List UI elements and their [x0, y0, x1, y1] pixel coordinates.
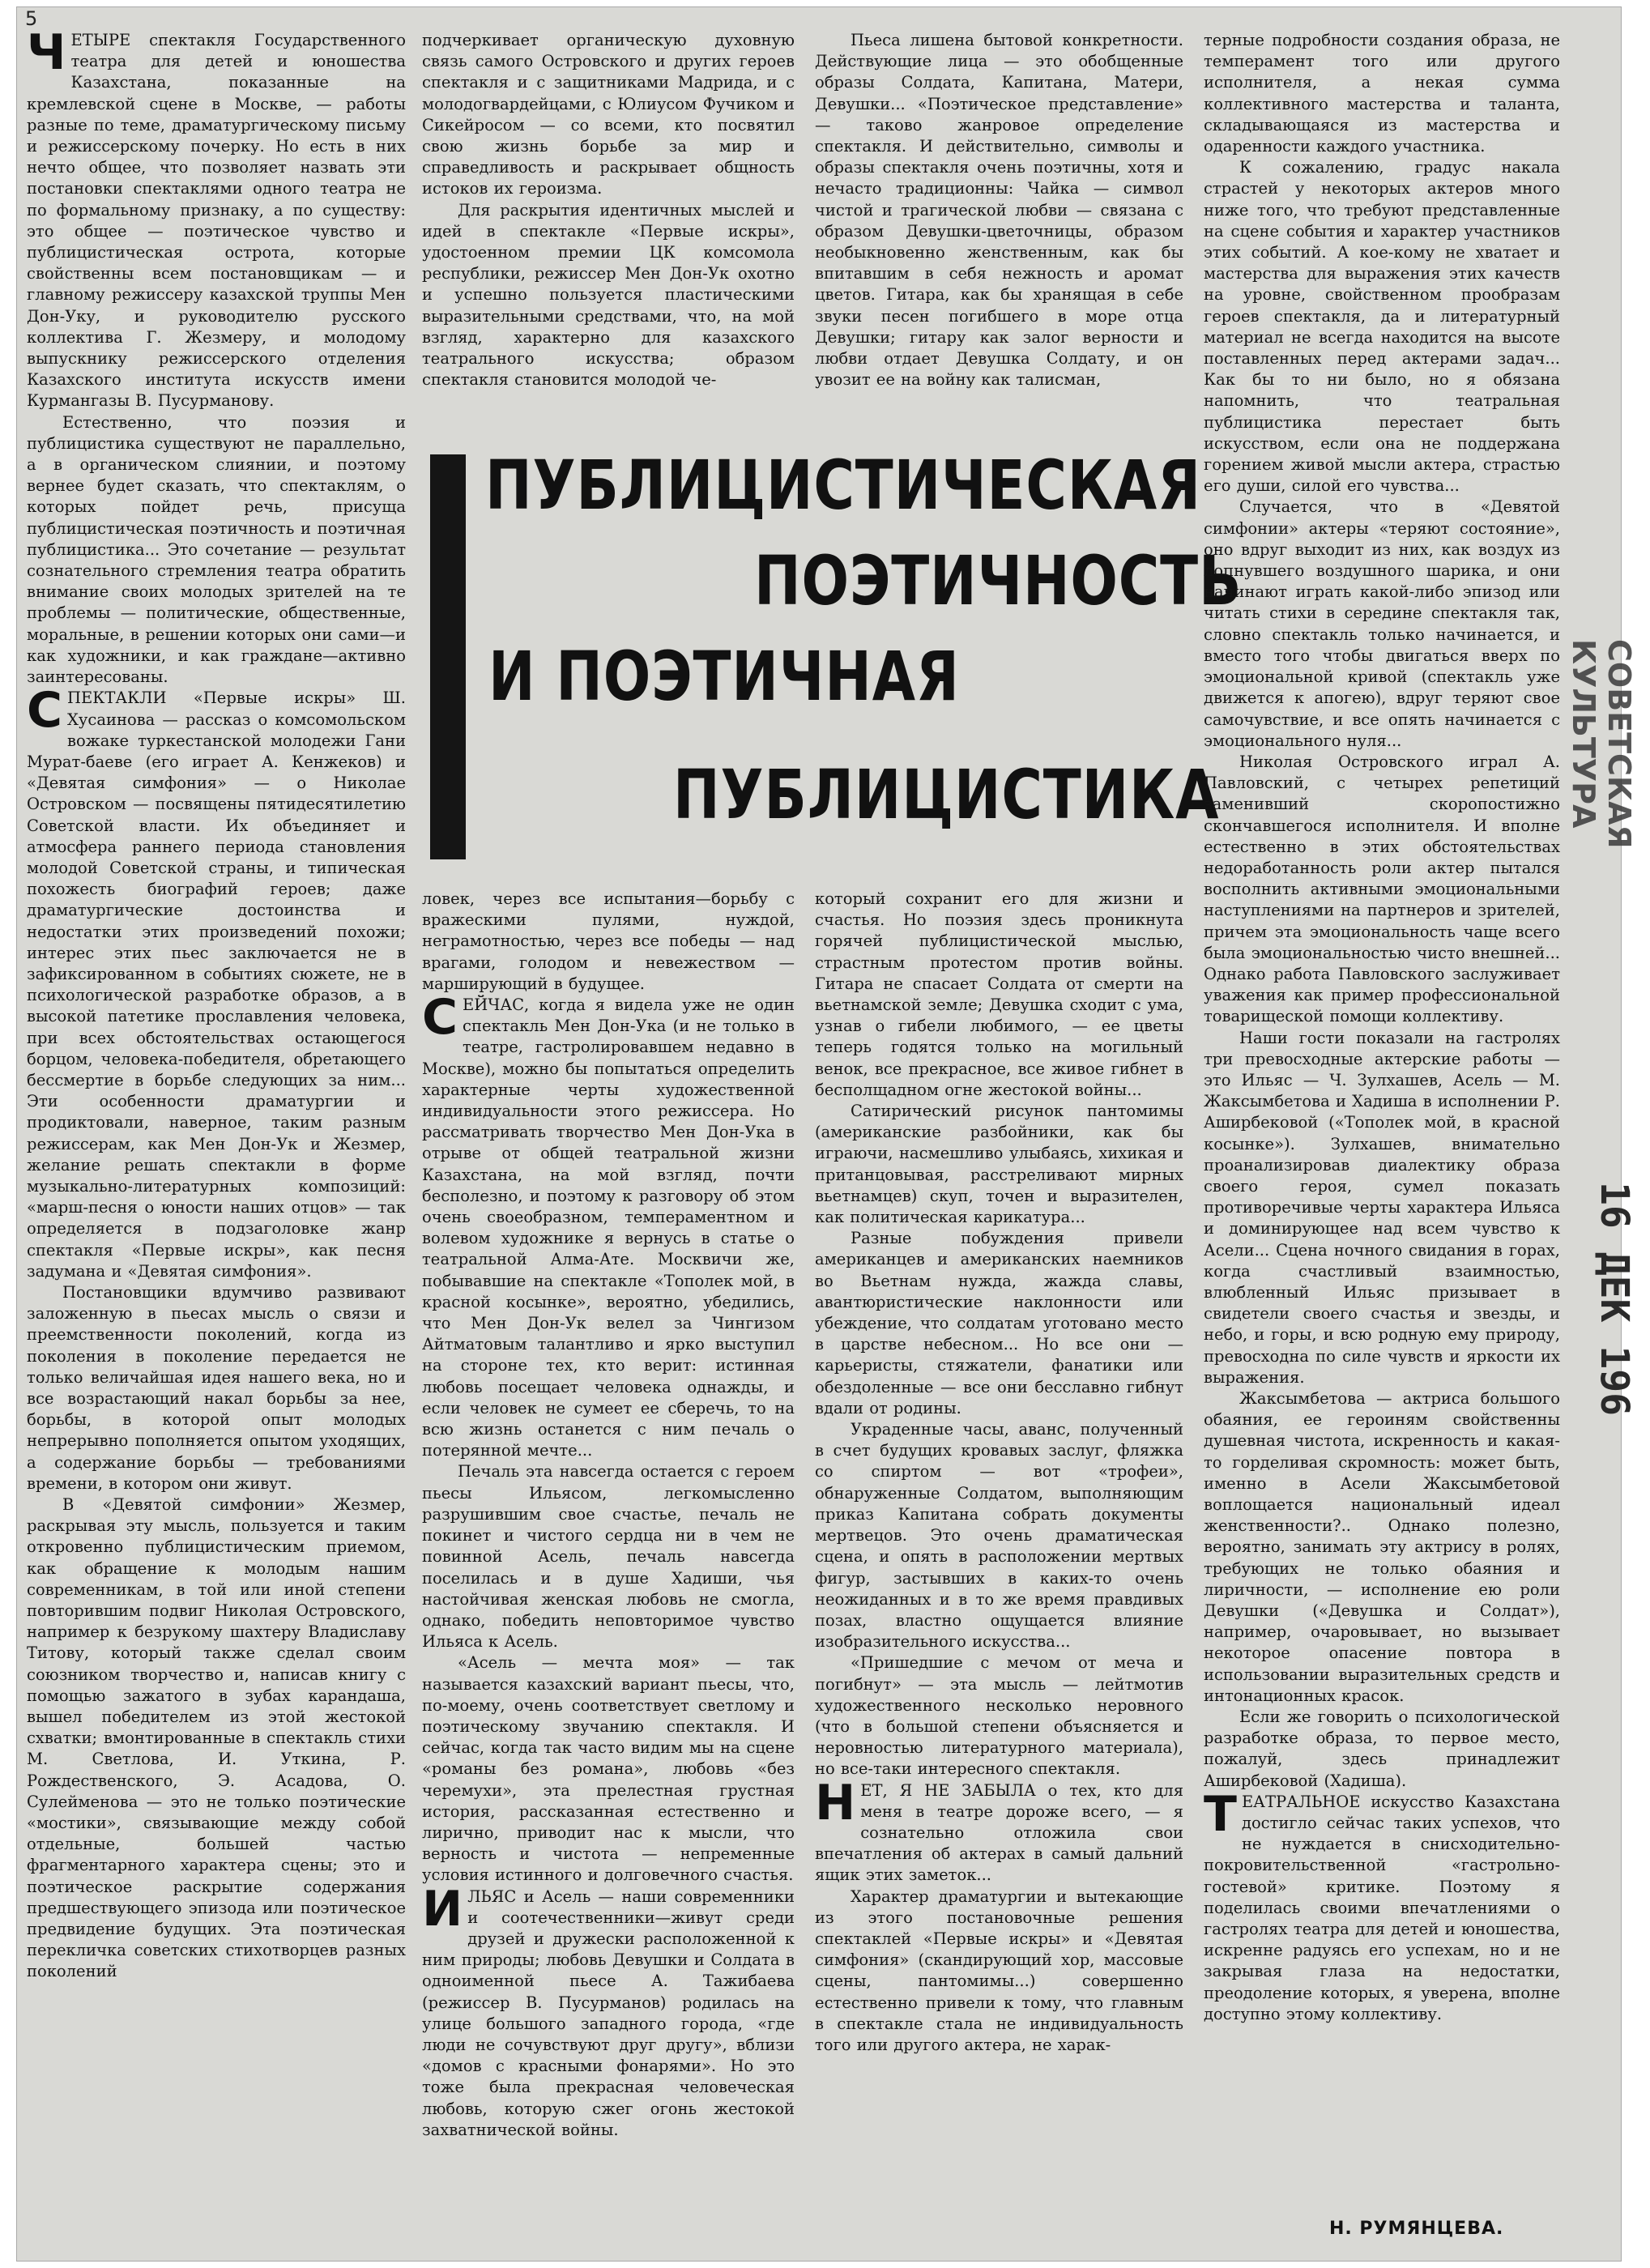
- paragraph-text: ЛЬЯС и Асель — наши современники и соотечественники—живут среди друзей и дружески расположенной к ним природы; любовь Девушки и Солдата в одноименной пьесе А. Тажибаева (режиссер В. Пусурманов) родилась на улице большого западного города, «где люди не сочувствуют друг другу», вблизи «домов с красными фонарями». Но это тоже была прекрасная человеческая любовь, которую сжег огонь жестокой захватнической войны.: [422, 1886, 795, 2139]
- paragraph: [1204, 497, 1560, 751]
- paragraph: [815, 1101, 1183, 1228]
- paragraph-text: Естественно, что поэзия и публицистика существуют не параллельно, а в органическом слиянии, и поэтому вернее будет сказать, что спектаклям, о которых пойдет речь, присуща публицистическая поэтичность и поэтичная публицистика... Это сочетание — результат сознательного стремления театра обратить внимание своих молодых зрителей на те проблемы — политические, общественные, моральные, в решении которых они сами—и как художники, и как граждане—активно заинтересованы.: [27, 412, 406, 687]
- paragraph-text: Если же говорить о психологической разработке образа, то первое место, пожалуй, здесь принадлежит Аширбековой (Хадиша).: [1204, 1707, 1560, 1790]
- paragraph: [422, 1880, 795, 2141]
- paragraph: [1204, 157, 1560, 497]
- paragraph-text: ПЕКТАКЛИ «Первые искры» Ш. Хусаинова — рассказ о комсомольском вожаке туркестанской молодежи Гани Мурат-баеве (его играет А. Кенжеков) и «Девятая симфония» — о Николае Островском — посвящены пятидесятилетию Советской власти. Их объединяет и атмосфера раннего периода становления молодой Советской страны, и типическая похожесть биографий героев; даже драматургические достоинства и недостатки этих произведений похожи; интерес этих пьес заключается не в зафиксированном в событиях сюжете, не в психологической разработке образов, а в высокой патетике прославления человека, при всех обстоятельствах остающегося борцом, человека-победителя, обретающего бессмертие в борьбе следующих за ним... Эти особенности драматургии и продиктовали, наверное, таким разным режиссерам, как Мен Дон-Ук и Жезмер, желание решать спектакли в форме музыкально-литературных композиций: «марш-песня о юности наших отцов» — так определяется в подзаголовке жанр спектакля «Первые искры», как песня задумана и «Девятая симфония».: [27, 688, 406, 1281]
- paragraph: [1204, 1028, 1560, 1388]
- paragraph-text: Пьеса лишена бытовой конкретности. Действующие лица — это обобщенные образы Солдата, Капитана, Матери, Девушки... «Поэтическое представление» — таково жанровое определение спектакля. И действительно, символы и образы спектакля очень поэтичны, хотя и нечасто традиционны: Чайка — символ чистой и трагической любви — связана с образом Девушки-цветочницы, образом необыкновенно женственным, как бы впитавшим в себя нежность и аромат цветов. Гитара, как бы хранящая в себе звуки песен погибшего в море отца Девушки; гитару как залог верности и любви отдает Девушка Солдату, и он увозит ее на войну как талисман,: [815, 31, 1183, 390]
- paragraph-text: ЕЙЧАС, когда я видела уже не один спектакль Мен Дон-Ука (и не только в театре, гастролировавшем недавно в Москве), можно бы попытаться определить характерные черты художественной индивидуальности этого режиссера. Но рассматривать творчество Мен Дон-Ука в отрыве от общей театральной жизни Казахстана, на мой взгляд, почти бесполезно, и поэтому к разговору об этом очень своеобразном, темпераментном и волевом художнике я вернусь в статье о театральной Алма-Ате. Москвичи же, побывавшие на спектакле «Тополек мой, в красной косынке», вероятно, убедились, что Мен Дон-Ук велел за Чингизом Айтматовым талантливо и ярко выступил на стороне тех, кто верит: истинная любовь посещает человека однажды, и если человек не сумеет ее сберечь, то на всю жизнь останется с ним печаль о потерянной мечте...: [422, 995, 795, 1460]
- paragraph: [422, 30, 795, 200]
- paragraph: [815, 1774, 1183, 1886]
- paragraph-text: Печаль эта навсегда остается с героем пьесы Ильясом, легкомысленно разрушившим свое счастье, печаль не покинет и чистого сердца ни в чем не повинной Асель, печаль навсегда поселилась и в душе Хадиши, чья настойчивая женская любовь не смогла, однако, победить неповторимое чувство Ильяса к Асель.: [422, 1462, 795, 1652]
- drop-cap: С: [27, 682, 63, 740]
- paragraph: [815, 1886, 1183, 2057]
- column-2-bottom: [422, 889, 795, 2257]
- column-4: [1204, 30, 1560, 2217]
- paragraph-text: ловек, через все испытания—борьбу с вражескими пулями, нуждой, неграмотностью, через все победы — над врагами, голодом и невежеством — марширующий в будущее.: [422, 889, 795, 993]
- headline-bar: [430, 454, 466, 859]
- paragraph: [27, 24, 406, 412]
- paragraph: [422, 200, 795, 391]
- paragraph-text: Украденные часы, аванс, полученный в счет будущих кровавых заслуг, фляжка со спиртом — вот «трофеи», обнаруженные Солдатом, выполняющим приказ Капитана собрать документы мертвецов. Это очень драматическая сцена, и опять в расположении мертвых фигур, застывших в каких-то очень неожиданных и в то же время правдивых позах, властно ощущается влияние изобразительного искусства...: [815, 1420, 1183, 1652]
- paragraph-text: Николая Островского играл А. Павловский, с четырех репетиций заменивший скоропостижно скончавшегося исполнителя. И вполне естественно в этих обстоятельствах недоработанность роли актер пытался восполнить активными эмоциональными наступлениями на партнеров и зрителей, причем эта эмоциональность чаще всего была эмоциональностью чисто внешней... Однако работа Павловского заслуживает уважения как пример профессиональной товарищеской помощи коллективу.: [1204, 752, 1560, 1026]
- column-3-bottom: [815, 889, 1183, 2257]
- column-3-top: [815, 30, 1183, 443]
- headline-line-4: ПУБЛИЦИСТИКА: [673, 755, 1220, 834]
- article-headline: [430, 446, 1243, 884]
- paragraph-text: ЕТ, Я НЕ ЗАБЫЛА о тех, кто для меня в театре дороже всего, — я сознательно отложила свои впечатления об актерах в самый дальний ящик этих заметок...: [815, 1780, 1183, 1885]
- paragraph: [815, 1652, 1183, 1780]
- page-number: 5: [25, 7, 38, 30]
- paragraph-text: терные подробности создания образа, не темперамент того или другого исполнителя, а некая сумма коллективного мастерства и таланта, складывающаяся из мастерства и одаренности каждого участника.: [1204, 31, 1560, 156]
- paragraph-text: который сохранит его для жизни и счастья. Но поэзия здесь проникнута горячей публицистической мыслью, страстным протестом против войны. Гитара не спасает Солдата от смерти на вьетнамской земле; Девушка сходит с ума, узнав о гибели любимого, — ее цветы теперь годятся только на могильный венок, все прекрасное, все живое гибнет в бесполщадном огне жестокой войны...: [815, 889, 1183, 1099]
- paragraph-text: Случается, что в «Девятой симфонии» актеры «теряют состояние», оно вдруг выходит из них, как воздух из лопнувшего воздушного шарика, и они начинают играть какой-либо эпизод или читать стихи в середине спектакля так, словно спектакль только начинается, и вместо того чтобы двигаться вверх по эмоциональной кривой (спектакль уже движется к апогею), вдруг теряют свое самочувствие, и все опять начинается с эмоционального нуля...: [1204, 497, 1560, 750]
- paragraph-text: Разные побуждения привели американцев и американских наемников во Вьетнам нужда, жажда славы, авантюристические наклонности или убеждение, что солдатам уготовано место в царстве небесном... Но все они — карьеристы, стяжатели, фанатики или обездоленные — все они бесславно гибнут вдали от родины.: [815, 1229, 1183, 1418]
- paragraph: [1204, 1388, 1560, 1707]
- paragraph: [1204, 1785, 1560, 2025]
- paragraph: [815, 889, 1183, 1101]
- paragraph-text: ЕАТРАЛЬНОЕ искусство Казахстана достигло сейчас таких успехов, что не нуждается в снисходительно-покровительственной «гастрольно-гостевой» критике. Поэтому я поделилась своими впечатлениями о гастролях театра для детей и юношества, искренне радуясь его успехам, но и не закрывая глаза на недостатки, преодоление которых, я уверена, вполне доступно этому коллективу.: [1204, 1792, 1560, 2023]
- drop-cap: Н: [815, 1774, 856, 1831]
- column-1: [27, 24, 406, 2257]
- column-2-top: [422, 30, 795, 443]
- paragraph: [815, 30, 1183, 390]
- drop-cap: Ч: [27, 24, 66, 81]
- headline-line-2: ПОЭТИЧНОСТЬ: [754, 541, 1243, 620]
- headline-line-1: ПУБЛИЦИСТИЧЕСКАЯ: [485, 446, 1201, 525]
- paragraph-text: Сатирический рисунок пантомимы (американские разбойники, как бы играючи, насмешливо улыбаясь, хихикая и пританцовывая, расстреливают мирных вьетнамцев) скуп, точен и выразителен, как политическая карикатура...: [815, 1102, 1183, 1227]
- publication-stamp: СОВЕТСКАЯ КУЛЬТУРА: [1566, 639, 1637, 849]
- paragraph: [1204, 30, 1560, 157]
- paragraph: [27, 1282, 406, 1494]
- paragraph: [1204, 752, 1560, 1028]
- paragraph-text: «Асель — мечта моя» — так называется казахский вариант пьесы, что, по-моему, очень соответствует светлому и поэтическому звучанию спектакля. И сейчас, когда так часто видим мы на сцене «романы без романа», любовь «без черемухи», эта прелестная грустная история, рассказанная естественно и лирично, приводит нас к мысли, что верность и чистота — непременные условия истинного и долговечного счастья.: [422, 1653, 795, 1885]
- paragraph-text: Постановщики вдумчиво развивают заложенную в пьесах мысль о связи и преемственности поколений, когда из поколения в поколение передается не только величайшая идея нашего века, но и все возрастающий накал борьбы за нее, борьбы, в которой опыт молодых непрерывно пополняется опытом уходящих, а содержание борьбы — требованиями времени, в котором они живут.: [27, 1282, 406, 1493]
- paragraph: [815, 1228, 1183, 1419]
- paragraph: [422, 889, 795, 995]
- paragraph-text: подчеркивает органическую духовную связь самого Островского и других героев спектакля и с защитниками Мадрида, и с молодогвардейцами, с Юлиусом Фучиком и Сикейросом — со всеми, кто посвятил свою жизнь борьбе за мир и справедливость и раскрывает общность истоков их героизма.: [422, 31, 795, 198]
- date-stamp: 16 ДЕК 196: [1592, 1182, 1637, 1416]
- paragraph-text: ЕТЫРЕ спектакля Государственного театра для детей и юношества Казахстана, показанные на кремлевской сцене в Москве, — работы разные по теме, драматургическому письму и режиссерскому почерку. Но есть в них нечто общее, что позволяет назвать эти постановки спектаклями одного театра не по формальному признаку, а по существу: это общее — поэтическое чувство и публицистическая острота, которые свойственны всем постановщикам — и главному режиссеру казахской труппы Мен Дон-Уку, и руководителю русского коллектива Г. Жезмеру, и молодому выпускнику режиссерского отделения Казахского института искусств имени Курмангазы В. Пусурманову.: [27, 31, 406, 411]
- paragraph: [422, 1461, 795, 1652]
- author-signature: Н. РУМЯНЦЕВА.: [1329, 2219, 1504, 2239]
- paragraph: [27, 1494, 406, 1983]
- paragraph-text: Характер драматургии и вытекающие из этого постановочные решения спектаклей «Первые искры» и «Девятая симфония» (скандирующий хор, массовые сцены, пантомимы...) совершенно естественно привели к тому, что главным в спектакле стала не индивидуальность того или другого актера, не харак-: [815, 1886, 1183, 2054]
- paragraph-text: «Пришедшие с мечом от меча и погибнут» — эта мысль — лейтмотив художественного несколько неровного (что в большой степени объясняется и неровностью литературного материала), но все-таки интересного спектакля.: [815, 1653, 1183, 1779]
- drop-cap: С: [422, 989, 458, 1047]
- paragraph-text: Для раскрытия идентичных мыслей и идей в спектакле «Первые искры», удостоенном премии ЦК комсомола республики, режиссер Мен Дон-Ук охотно и успешно пользуется пластическими выразительными средствами, что, на мой взгляд, характерно для казахского театрального искусства; образом спектакля становится молодой че-: [422, 200, 795, 390]
- paragraph: [1204, 1707, 1560, 1792]
- paragraph-text: В «Девятой симфонии» Жезмер, раскрывая эту мысль, пользуется и таким откровенно публицистическим приемом, как обращение к молодым нашим современникам, в той или иной степени повторившим подвиг Николая Островского, например к безрукому шахтеру Владиславу Титову, который также сделал своим союзником творчество и, написав книгу с помощью зажатого в зубах карандаша, вышел победителем из этой жестокой схватки; вмонтированные в спектакль стихи М. Светлова, И. Уткина, Р. Рождественского, Э. Асадова, О. Сулейменова — это не только поэтические «мостики», связывающие между собой отдельные, большей частью фрагментарного характера сцены; это и поэтическое раскрытие содержания предшествующего эпизода или поэтическое предвидение будущих. Эта поэтическая перекличка советских стихотворцев разных поколений: [27, 1495, 406, 1981]
- paragraph: [27, 412, 406, 688]
- headline-line-3: И ПОЭТИЧНАЯ: [488, 637, 960, 716]
- paragraph: [422, 1652, 795, 1886]
- paragraph: [27, 682, 406, 1282]
- paragraph: [422, 989, 795, 1461]
- paragraph: [815, 1419, 1183, 1652]
- newspaper-clipping: [16, 6, 1637, 2262]
- paragraph-text: Наши гости показали на гастролях три превосходные актерские работы — это Ильяс — Ч. Зулхашев, Асель — М. Жаксымбетова и Хадиша в исполнении Р. Аширбековой («Тополек мой, в красной косынке»). Зулхашев, внимательно проанализировав диалектику образа своего героя, сумел показать противоречивые черты характера Ильяса и доминирующее над всем чувство к Асели... Сцена ночного свидания в горах, когда счастливый взаимностью, влюбленный Ильяс призывает в свидетели своего счастья и звезды, и небо, и горы, и всю родную ему природу, превосходна по силе чувств и яркости их выражения.: [1204, 1028, 1560, 1387]
- paragraph-text: Жаксымбетова — актриса большого обаяния, ее героиням свойственны душевная чистота, искренность и какая-то горделивая скромность: может быть, именно в Асели Жаксымбетовой воплощается национальный идеал женственности?.. Однако полезно, вероятно, занимать эту актрису в ролях, требующих не только обаяния и лиричности, — исполнение ею роли Девушки («Девушка и Солдат»), например, очаровывает, но вызывает некоторое опасение повтора в использовании выразительных средств и интонационных красок.: [1204, 1389, 1560, 1705]
- drop-cap: Т: [1204, 1785, 1237, 1843]
- drop-cap: И: [422, 1880, 463, 1938]
- paragraph-text: К сожалению, градус накала страстей у некоторых актеров много ниже того, что требуют представленные на сцене события и характер участников этих событий. А кое-кому не хватает и мастерства для выражения этих качеств на уровне, свойственном прообразам героев спектакля, да и литературный материал не всегда находится на высоте поставленных перед актерами задач... Как бы то ни было, но я обязана напомнить, что театральная публицистика перестает быть искусством, если она не поддержана горением живой мысли актера, страстью его души, силой его чувства...: [1204, 158, 1560, 496]
